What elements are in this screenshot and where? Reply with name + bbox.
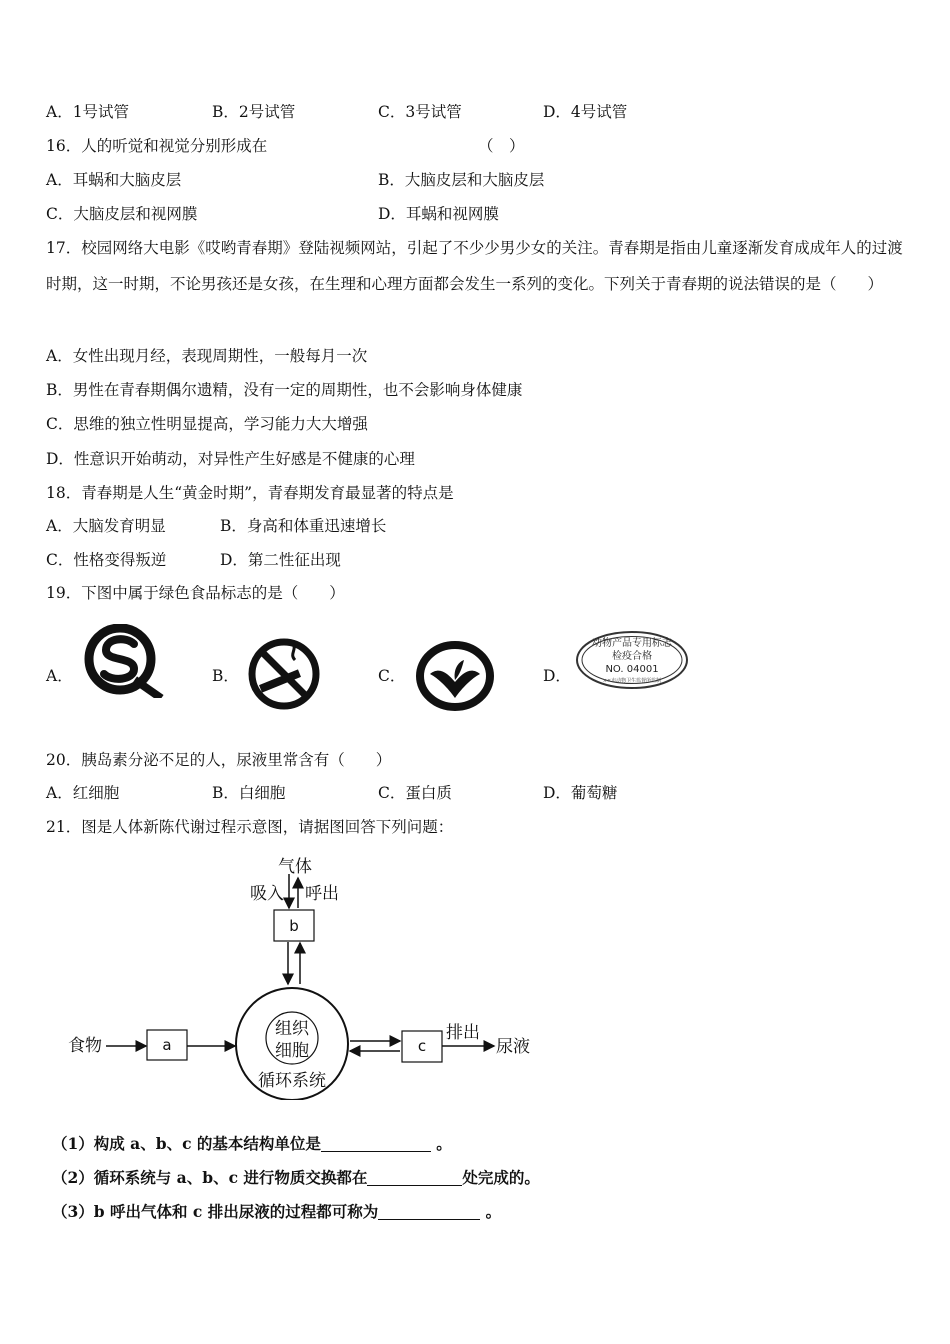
exhale-label: 呼出 xyxy=(305,884,339,904)
tissue-label-2: 细胞 xyxy=(275,1041,309,1061)
q18-option-a: A．大脑发育明显 xyxy=(46,517,166,535)
food-label: 食物 xyxy=(68,1036,102,1056)
q17-option-c: C．思维的独立性明显提高，学习能力大大增强 xyxy=(46,415,368,433)
box-c-label: c xyxy=(417,1037,427,1055)
q21-sub-2-blank[interactable] xyxy=(367,1169,462,1186)
q19-label-b: B． xyxy=(212,667,239,685)
q15-option-d: D．4号试管 xyxy=(543,103,628,121)
box-a-label: a xyxy=(162,1036,172,1054)
q17-option-d: D．性意识开始萌动，对异性产生好感是不健康的心理 xyxy=(46,450,415,468)
tissue-label-1: 组织 xyxy=(275,1019,309,1039)
q16-paren: （ ） xyxy=(478,137,525,155)
no-smoking-icon xyxy=(243,638,325,710)
q15-option-c: C．3号试管 xyxy=(378,103,462,121)
qs-logo-icon xyxy=(82,624,164,698)
q18-option-c: C．性格变得叛逆 xyxy=(46,551,167,569)
q18-option-d: D．第二性征出现 xyxy=(220,551,341,569)
circulation-label: 循环系统 xyxy=(258,1071,326,1091)
q19-label-a: A． xyxy=(46,667,73,685)
q19-stem: 19．下图中属于绿色食品标志的是（ ） xyxy=(46,584,345,602)
q16-option-d: D．耳蜗和视网膜 xyxy=(378,205,499,223)
q21-sub-3-blank[interactable] xyxy=(378,1203,480,1220)
q15-option-b: B．2号试管 xyxy=(212,103,296,121)
q21-sub-1: （1）构成 a、b、c 的基本结构单位是 。 xyxy=(52,1134,452,1153)
box-b-label: b xyxy=(289,917,299,935)
inhale-label: 吸入 xyxy=(250,884,284,904)
excrete-label: 排出 xyxy=(446,1023,480,1043)
q20-stem: 20．胰岛素分泌不足的人，尿液里常含有（ ） xyxy=(46,751,392,769)
quarantine-stamp-icon xyxy=(574,629,690,691)
metabolism-diagram xyxy=(60,850,540,1100)
q21-sub-3: （3）b 呼出气体和 c 排出尿液的过程都可称为 。 xyxy=(52,1202,502,1221)
q19-label-d: D． xyxy=(543,667,571,685)
q15-option-a: A．1号试管 xyxy=(46,103,130,121)
q17-stem: 17．校园网络大电影《哎哟青春期》登陆视频网站，引起了不少少男少女的关注。青春期是指由儿童逐渐发育成成年人的过渡时期，这一时期，不论男孩还是女孩，在生理和心理方面都会发生一系列的变化。下列关于青春期的说法错误的是（ ） xyxy=(46,239,903,293)
q21-sub-1-blank[interactable] xyxy=(321,1135,431,1152)
q20-option-c: C．蛋白质 xyxy=(378,784,452,802)
q20-option-a: A．红细胞 xyxy=(46,784,120,802)
q21-sub-2: （2）循环系统与 a、b、c 进行物质交换都在 处完成的。 xyxy=(52,1168,540,1187)
q19-label-c: C． xyxy=(378,667,406,685)
q16-option-a: A．耳蜗和大脑皮层 xyxy=(46,171,182,189)
q16-option-b: B．大脑皮层和大脑皮层 xyxy=(378,171,545,189)
stamp-text-2: 检疫合格 xyxy=(612,651,652,662)
q17-option-b: B．男性在青春期偶尔遗精，没有一定的周期性，也不会影响身体健康 xyxy=(46,381,523,399)
q16-option-c: C．大脑皮层和视网膜 xyxy=(46,205,198,223)
gas-label: 气体 xyxy=(278,857,312,877)
q17-option-a: A．女性出现月经，表现周期性，一般每月一次 xyxy=(46,347,368,365)
q16-stem: 16．人的听觉和视觉分别形成在 xyxy=(46,137,268,155)
urine-label: 尿液 xyxy=(496,1037,530,1057)
stamp-text-4: ××市动物卫生监督所监制 xyxy=(602,678,662,684)
stamp-text-3: NO. 04001 xyxy=(605,664,659,675)
q20-option-b: B．白细胞 xyxy=(212,784,286,802)
stamp-text-1: 动物产品专用标志 xyxy=(592,638,672,649)
q21-stem: 21．图是人体新陈代谢过程示意图，请据图回答下列问题： xyxy=(46,818,454,836)
q20-option-d: D．葡萄糖 xyxy=(543,784,618,802)
q18-option-b: B．身高和体重迅速增长 xyxy=(220,517,387,535)
q18-stem: 18．青春期是人生“黄金时期”，青春期发育最显著的特点是 xyxy=(46,484,454,502)
green-food-logo-icon xyxy=(414,640,496,712)
